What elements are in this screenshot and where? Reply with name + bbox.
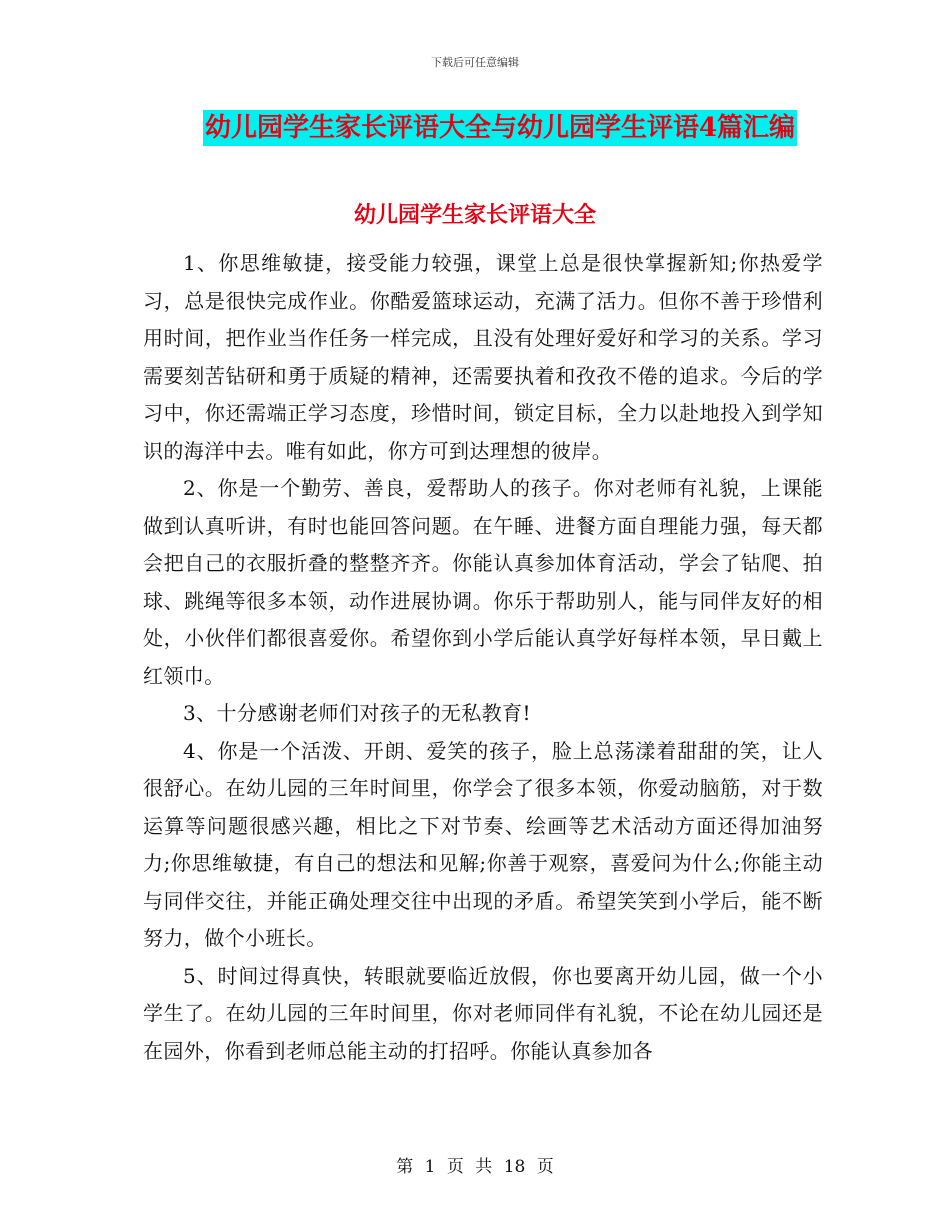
main-title-container (0, 110, 950, 146)
main-title: 幼儿园学生家长评语大全与幼儿园学生评语4篇汇编 (203, 110, 797, 146)
page-number-footer: 第 1 页 共 18 页 (396, 1157, 554, 1177)
paragraph-5: 5、时间过得真快，转眼就要临近放假，你也要离开幼儿园，做一个小学生了。在幼儿园的三年时间里，你对老师同伴有礼貌，不论在幼儿园还是在园外，你看到老师总能主动的打招呼。你能认真参加各 (143, 963, 823, 1063)
section-title: 幼儿园学生家长评语大全 (353, 203, 596, 228)
paragraph-3: 3、十分感谢老师们对孩子的无私教育! (183, 701, 531, 725)
paragraph-1: 1、你思维敏捷，接受能力较强，课堂上总是很快掌握新知;你热爱学习，总是很快完成作业。你酷爱篮球运动，充满了活力。但你不善于珍惜利用时间，把作业当作任务一样完成，且没有处理好爱好和学习的关系。学习需要刻苦钻研和勇于质疑的精神，还需要执着和孜孜不倦的追求。今后的学习中，你还需端正学习态度，珍惜时间，锁定目标，全力以赴地投入到学知识的海洋中去。唯有如此，你方可到达理想的彼岸。 (143, 251, 823, 463)
document-body (143, 245, 823, 1070)
paragraph-4: 4、你是一个活泼、开朗、爱笑的孩子，脸上总荡漾着甜甜的笑，让人很舒心。在幼儿园的三年时间里，你学会了很多本领，你爱动脑筋，对于数运算等问题很感兴趣，相比之下对节奏、绘画等艺术活动方面还得加油努力;你思维敏捷，有自己的想法和见解;你善于观察，喜爱问为什么;你能主动与同伴交往，并能正确处理交往中出现的矛盾。希望笑笑到小学后，能不断努力，做个小班长。 (143, 738, 823, 950)
header-note: 下载后可任意编辑 (431, 56, 519, 69)
paragraph-2: 2、你是一个勤劳、善良，爱帮助人的孩子。你对老师有礼貌，上课能做到认真听讲，有时也能回答问题。在午睡、进餐方面自理能力强，每天都会把自己的衣服折叠的整整齐齐。你能认真参加体育活动，学会了钻爬、拍球、跳绳等很多本领，动作进展协调。你乐于帮助别人，能与同伴友好的相处，小伙伴们都很喜爱你。希望你到小学后能认真学好每样本领，早日戴上红领巾。 (143, 476, 823, 688)
